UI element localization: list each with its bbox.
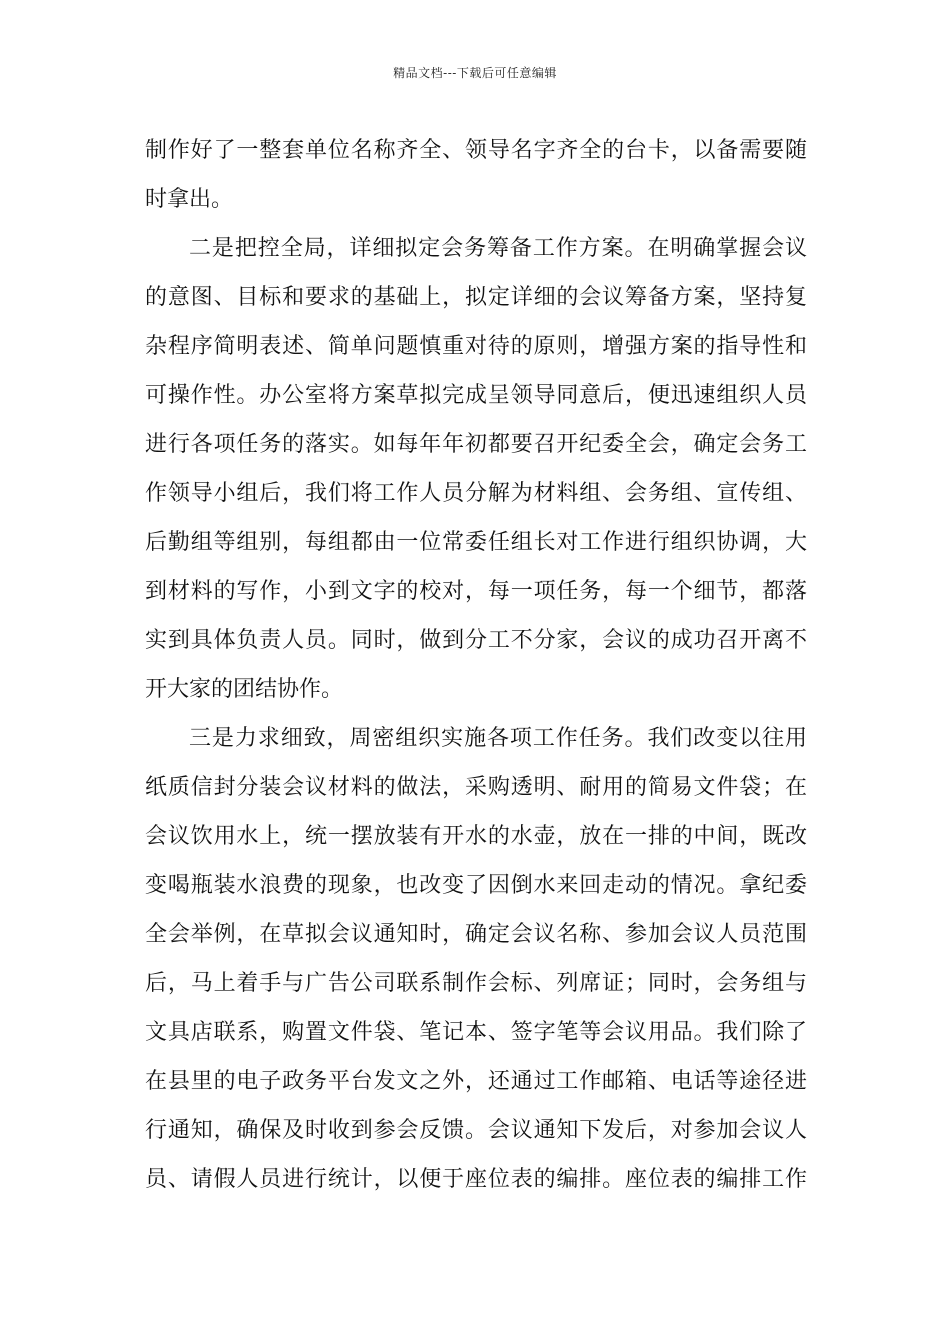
document-body (145, 126, 807, 1204)
text-line: 全会举例，在草拟会议通知时，确定会议名称、参加会议人员范围 (145, 922, 807, 947)
text-line: 在县里的电子政务平台发文之外，还通过工作邮箱、电话等途径进 (145, 1069, 807, 1094)
text-line: 后，马上着手与广告公司联系制作会标、列席证；同时，会务组与 (145, 971, 807, 996)
text-line: 文具店联系，购置文件袋、笔记本、签字笔等会议用品。我们除了 (145, 1020, 807, 1045)
text-line: 后勤组等组别，每组都由一位常委任组长对工作进行组织协调，大 (145, 530, 807, 555)
text-line: 开大家的团结协作。 (145, 677, 344, 702)
text-line: 可操作性。办公室将方案草拟完成呈领导同意后，便迅速组织人员 (145, 383, 807, 408)
text-line: 三是力求细致，周密组织实施各项工作任务。我们改变以往用 (189, 726, 807, 751)
text-line: 纸质信封分装会议材料的做法，采购透明、耐用的简易文件袋；在 (145, 775, 807, 800)
text-line: 会议饮用水上，统一摆放装有开水的水壶，放在一排的中间，既改 (145, 824, 807, 849)
text-line: 时拿出。 (145, 187, 234, 212)
text-line: 进行各项任务的落实。如每年年初都要召开纪委全会，确定会务工 (145, 432, 807, 457)
text-line: 实到具体负责人员。同时，做到分工不分家，会议的成功召开离不 (145, 628, 807, 653)
text-line: 到材料的写作，小到文字的校对，每一项任务，每一个细节，都落 (145, 579, 807, 604)
page-header: 精品文档---下载后可任意编辑 (393, 66, 557, 80)
text-line: 作领导小组后，我们将工作人员分解为材料组、会务组、宣传组、 (145, 481, 807, 506)
text-line: 行通知，确保及时收到参会反馈。会议通知下发后，对参加会议人 (145, 1118, 807, 1143)
text-line: 二是把控全局，详细拟定会务筹备工作方案。在明确掌握会议 (189, 236, 807, 261)
text-line: 杂程序简明表述、简单问题慎重对待的原则，增强方案的指导性和 (145, 334, 807, 359)
text-line: 制作好了一整套单位名称齐全、领导名字齐全的台卡，以备需要随 (145, 138, 807, 163)
text-line: 员、请假人员进行统计，以便于座位表的编排。座位表的编排工作 (145, 1167, 807, 1192)
text-line: 的意图、目标和要求的基础上，拟定详细的会议筹备方案，坚持复 (145, 285, 807, 310)
text-line: 变喝瓶装水浪费的现象，也改变了因倒水来回走动的情况。拿纪委 (145, 873, 807, 898)
